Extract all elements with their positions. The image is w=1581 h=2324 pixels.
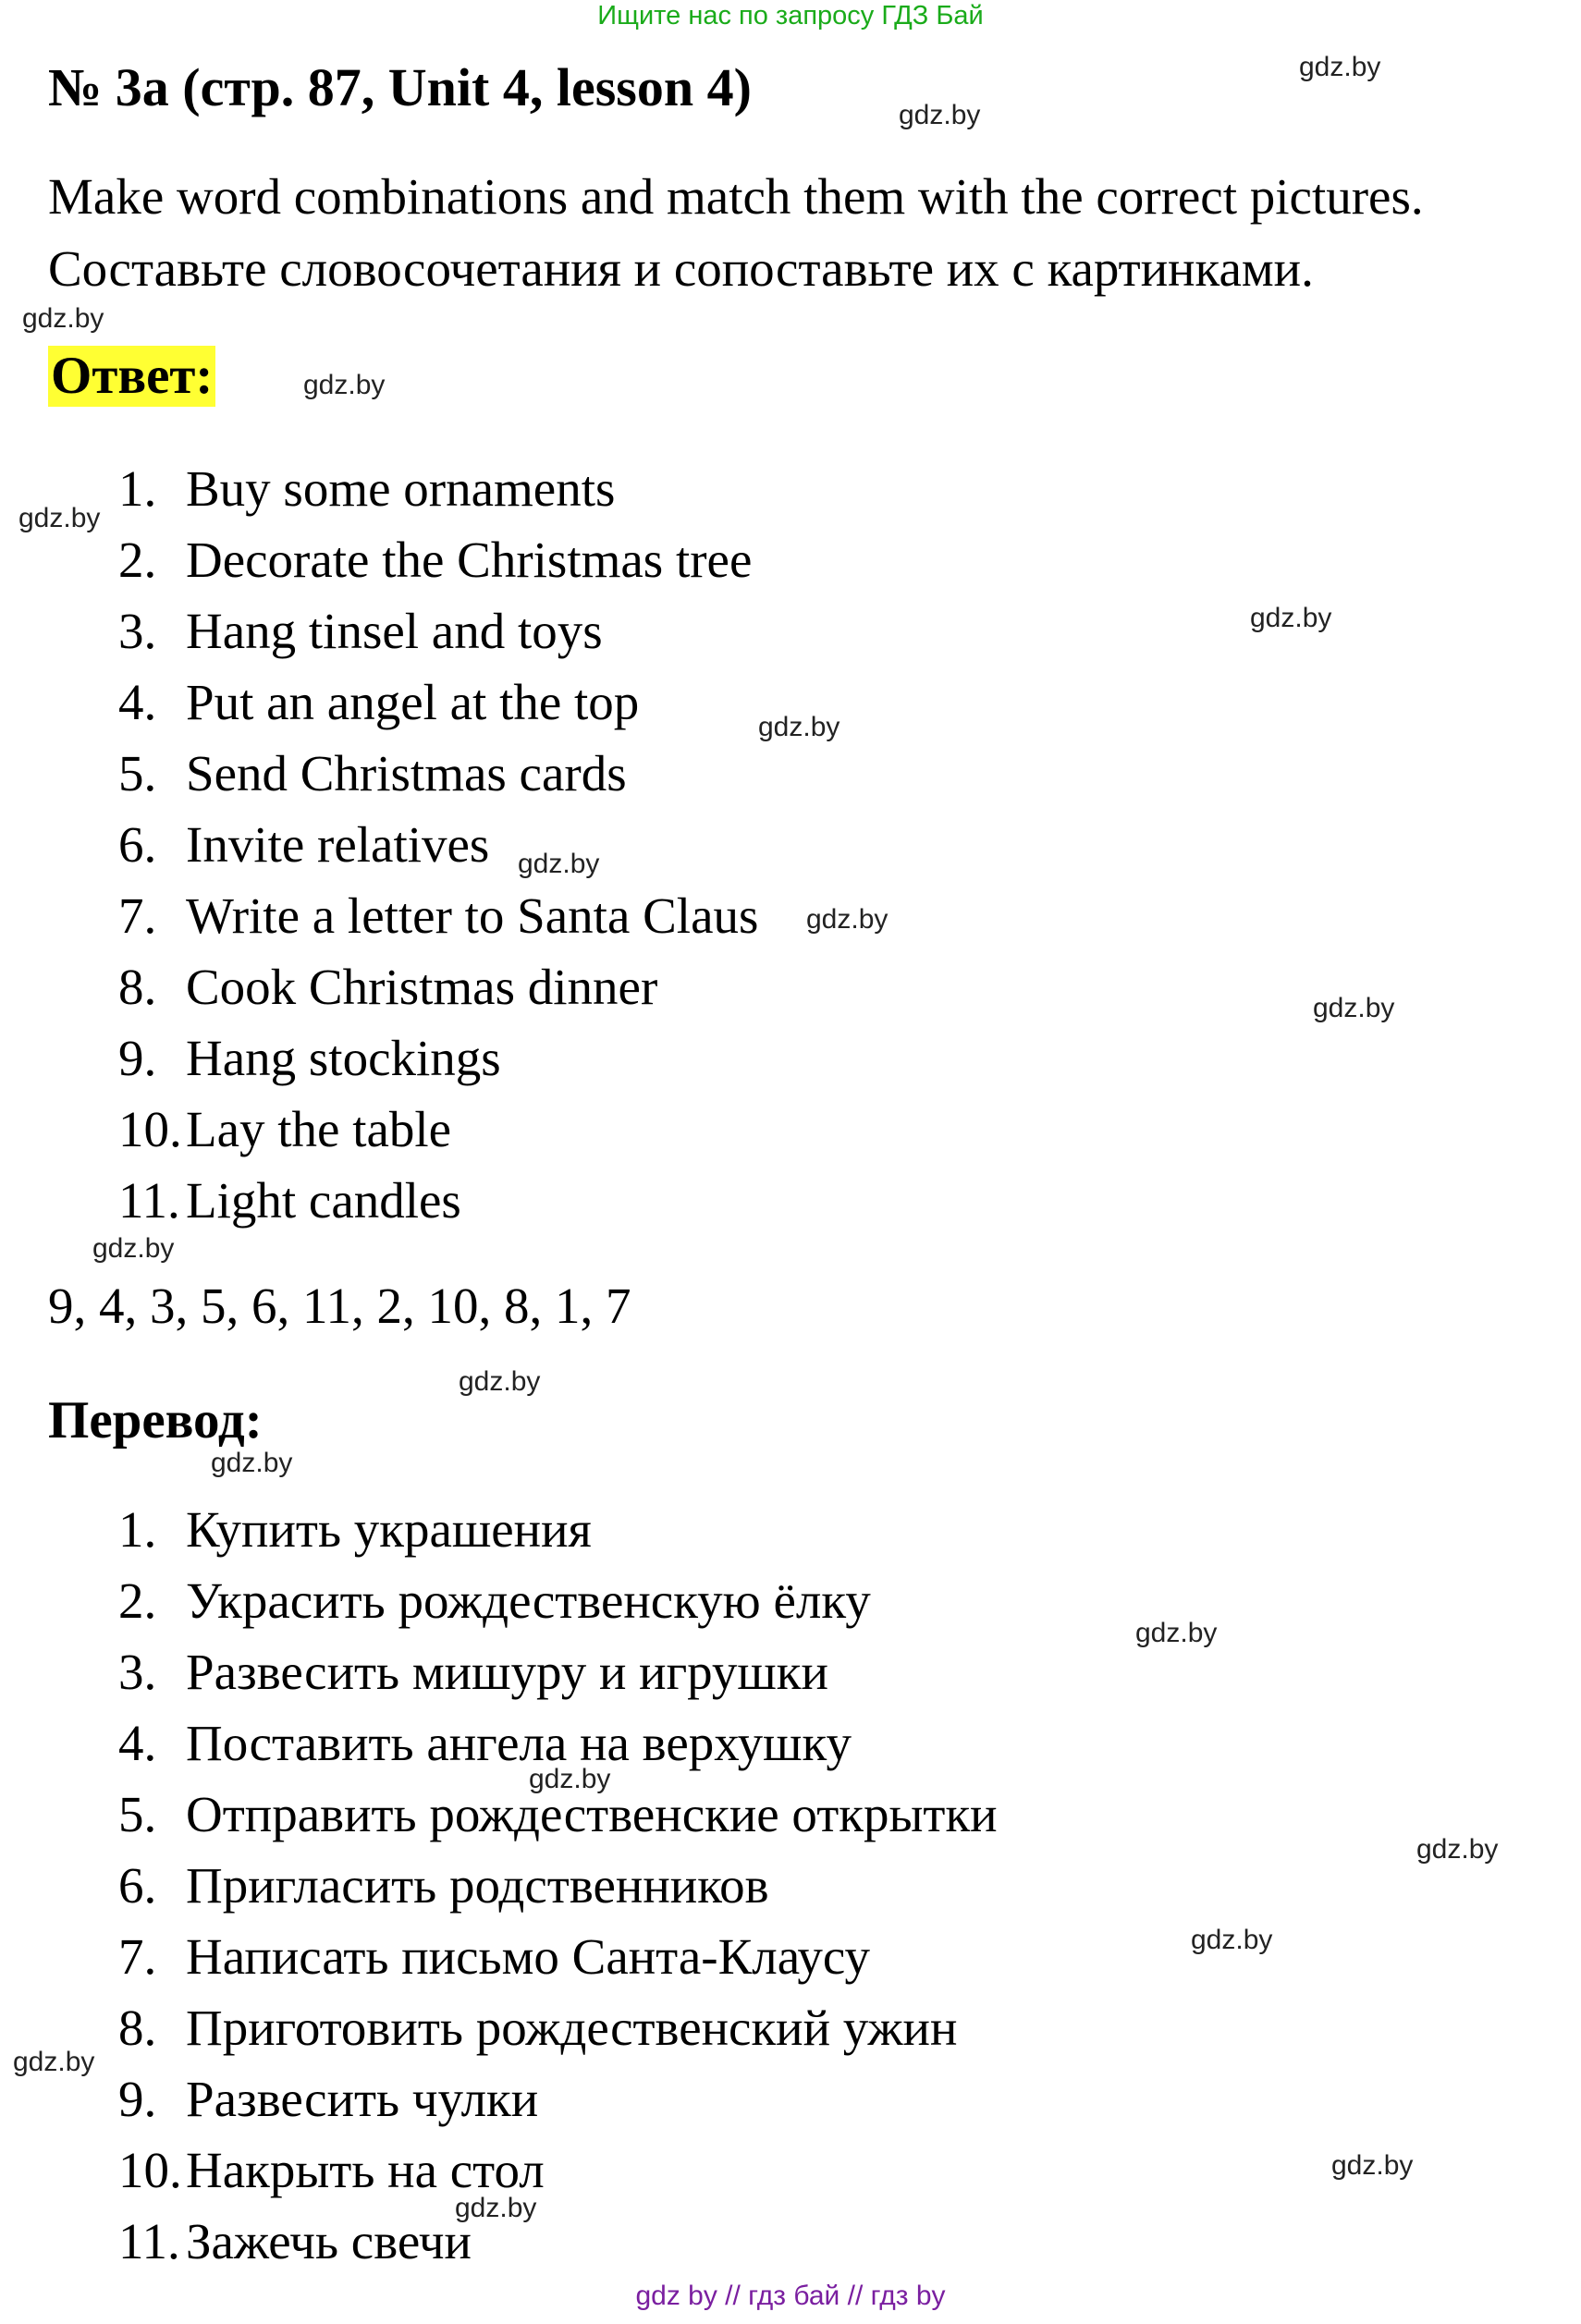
watermark: gdz.by [303, 370, 386, 400]
list-item-text: Invite relatives [186, 816, 490, 873]
watermark: gdz.by [1299, 52, 1381, 82]
list-item-text: Cook Christmas dinner [186, 959, 658, 1015]
list-item-number: 10. [118, 1101, 182, 1157]
list-item [118, 1850, 998, 1921]
top-banner: Ищите нас по запросу ГДЗ Бай [597, 1, 984, 31]
list-item-text: Hang stockings [186, 1030, 501, 1086]
list-item-number: 9. [118, 2071, 157, 2127]
answer-order: 9, 4, 3, 5, 6, 11, 2, 10, 8, 1, 7 [48, 1278, 631, 1334]
list-item-text: Put an angel at the top [186, 674, 640, 730]
list-item-number: 2. [118, 532, 157, 588]
list-item-text: Накрыть на стол [186, 2142, 545, 2198]
list-item-number: 11. [118, 2213, 180, 2269]
list-item-number: 8. [118, 959, 157, 1015]
list-item-text: Развесить мишуру и игрушки [186, 1644, 828, 1700]
translation-list [118, 1494, 998, 2277]
page-title: № 3а (стр. 87, Unit 4, lesson 4) [48, 57, 752, 117]
list-item [118, 1094, 758, 1165]
answer-list [118, 453, 758, 1236]
watermark: gdz.by [806, 904, 889, 935]
list-item [118, 1165, 758, 1236]
list-item [118, 1022, 758, 1094]
list-item-text: Отправить рождественские открытки [186, 1786, 998, 1842]
list-item-text: Зажечь свечи [186, 2213, 472, 2269]
answer-label: Ответ: [48, 346, 215, 407]
list-item-number: 6. [118, 1857, 157, 1914]
list-item [118, 2134, 998, 2206]
list-item-text: Украсить рождественскую ёлку [186, 1572, 871, 1629]
list-item-number: 10. [118, 2142, 182, 2198]
task-text-en: Make word combinations and match them with the correct pictures. [48, 168, 1424, 225]
watermark: gdz.by [1331, 2150, 1414, 2181]
list-item-number: 5. [118, 1786, 157, 1842]
list-item-number: 3. [118, 1644, 157, 1700]
list-item [118, 1921, 998, 1992]
list-item [118, 1494, 998, 1565]
footer-links: gdz by // гдз бай // гдз by [635, 2281, 946, 2311]
list-item [118, 1992, 998, 2063]
list-item-number: 5. [118, 745, 157, 801]
task-text-ru: Составьте словосочетания и сопоставьте их с картинками. [48, 240, 1314, 297]
watermark: gdz.by [13, 2047, 95, 2077]
watermark: gdz.by [1416, 1834, 1499, 1865]
list-item-number: 8. [118, 2000, 157, 2056]
watermark: gdz.by [92, 1233, 175, 1264]
list-item-text: Buy some ornaments [186, 460, 616, 517]
list-item-number: 2. [118, 1572, 157, 1629]
list-item [118, 1565, 998, 1636]
list-item [118, 667, 758, 738]
watermark: gdz.by [518, 849, 600, 879]
list-item-text: Поставить ангела на верхушку [186, 1715, 852, 1771]
list-item [118, 595, 758, 667]
watermark: gdz.by [1191, 1925, 1273, 1955]
list-item [118, 951, 758, 1022]
list-item-text: Light candles [186, 1172, 461, 1229]
list-item-number: 3. [118, 603, 157, 659]
watermark: gdz.by [459, 1366, 541, 1397]
list-item-text: Купить украшения [186, 1501, 592, 1558]
watermark: gdz.by [899, 100, 981, 130]
watermark: gdz.by [455, 2193, 537, 2223]
list-item-text: Написать письмо Санта-Клаусу [186, 1928, 871, 1985]
list-item-number: 1. [118, 1501, 157, 1558]
list-item [118, 1636, 998, 1707]
list-item [118, 880, 758, 951]
list-item-text: Write a letter to Santa Claus [186, 887, 759, 944]
list-item-text: Lay the table [186, 1101, 452, 1157]
watermark: gdz.by [1313, 993, 1395, 1023]
translation-heading: Перевод: [48, 1391, 263, 1449]
list-item-number: 11. [118, 1172, 180, 1229]
list-item-number: 9. [118, 1030, 157, 1086]
list-item-text: Приготовить рождественский ужин [186, 2000, 958, 2056]
list-item [118, 2206, 998, 2277]
watermark: gdz.by [211, 1448, 293, 1478]
list-item-text: Hang tinsel and toys [186, 603, 603, 659]
list-item-number: 7. [118, 1928, 157, 1985]
list-item [118, 738, 758, 809]
list-item [118, 524, 758, 595]
watermark: gdz.by [22, 303, 104, 334]
watermark: gdz.by [758, 712, 840, 742]
watermark: gdz.by [529, 1764, 611, 1794]
list-item-text: Send Christmas cards [186, 745, 627, 801]
list-item-number: 6. [118, 816, 157, 873]
list-item-number: 4. [118, 1715, 157, 1771]
list-item-number: 7. [118, 887, 157, 944]
list-item-text: Пригласить родственников [186, 1857, 769, 1914]
list-item [118, 809, 758, 880]
list-item-text: Развесить чулки [186, 2071, 539, 2127]
watermark: gdz.by [1135, 1618, 1218, 1648]
watermark: gdz.by [18, 503, 101, 533]
list-item-number: 4. [118, 674, 157, 730]
list-item [118, 2063, 998, 2134]
watermark: gdz.by [1250, 603, 1332, 633]
list-item-number: 1. [118, 460, 157, 517]
list-item-text: Decorate the Christmas tree [186, 532, 753, 588]
list-item [118, 453, 758, 524]
